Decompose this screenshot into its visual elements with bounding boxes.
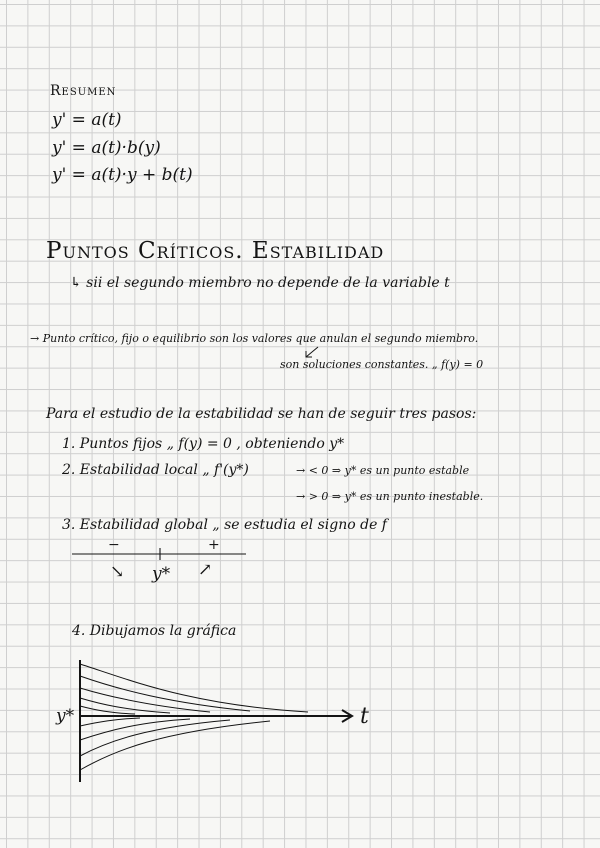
- step-4: 4. Dibujamos la gráfica: [72, 623, 237, 639]
- sign-plus: +: [208, 537, 220, 553]
- sign-point-label: y*: [152, 564, 171, 584]
- sign-number-line: [72, 548, 246, 560]
- resumen-heading: Resumen: [50, 83, 117, 99]
- step-3: 3. Estabilidad global „ se estudia el signo de f: [62, 517, 387, 533]
- estabilidad-intro: Para el estudio de la estabilidad se han de seguir tres pasos:: [46, 406, 477, 422]
- definition-line-1: → Punto crítico, fijo o equilibrio son los valores que anulan el segundo miembro.: [30, 332, 479, 345]
- arrow-increasing-icon: ↗: [198, 560, 213, 580]
- pointer-arrow: [306, 347, 318, 357]
- condition-stable: → < 0 ⇒ y* es un punto estable: [296, 464, 470, 477]
- title-note: ↳ sii el segundo miembro no depende de la variable t: [70, 275, 450, 291]
- step-2: 2. Estabilidad local „ f'(y*): [62, 462, 249, 478]
- step-1: 1. Puntos fijos „ f(y) = 0 , obteniendo y*: [62, 436, 345, 452]
- equation-2: y' = a(t)·b(y): [52, 138, 161, 158]
- equation-1: y' = a(t): [52, 110, 122, 130]
- equation-3: y' = a(t)·y + b(t): [52, 165, 193, 185]
- definition-line-2: son soluciones constantes. „ f(y) = 0: [280, 358, 484, 371]
- section-title: Puntos Críticos. Estabilidad: [46, 238, 385, 264]
- axis-t-label: t: [360, 704, 369, 729]
- arrow-decreasing-icon: ↘: [110, 562, 125, 582]
- equilibrium-label: y*: [56, 706, 75, 726]
- condition-unstable: → > 0 ⇒ y* es un punto inestable.: [296, 490, 484, 503]
- sign-minus: −: [108, 537, 120, 553]
